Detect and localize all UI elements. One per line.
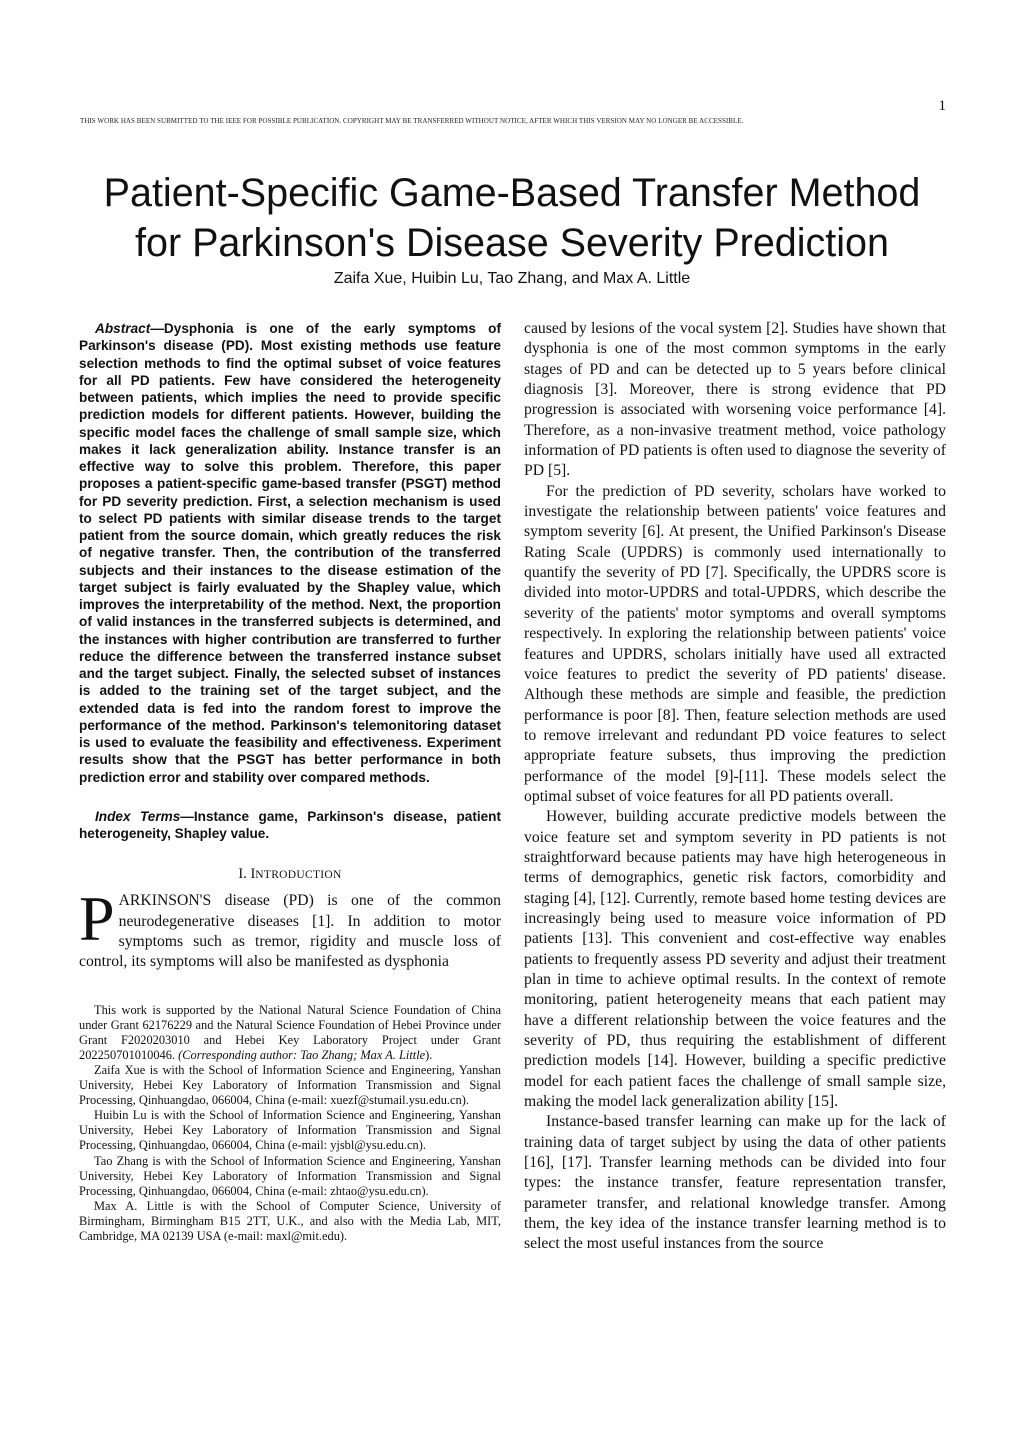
footnote-funding [79, 1003, 501, 1063]
intro-text: disease (PD) is one of the common neurodegenerative diseases [1]. In addition to motor symptoms such as tremor, rigidity and muscle loss of control, its symptoms will also be manifested as dysphonia [79, 892, 501, 971]
section-title: NTRODUCTION [255, 869, 342, 882]
body-paragraph-1: caused by lesions of the vocal system [2]. Studies have shown that dysphonia is one of the most common symptoms in the early stages of PD and can be detected up to 5 years before clinical diagnosis [3]. Moreover, there is strong evidence that PD progression is associated with worsening voice performance [4]. Therefore, as a non-invasive treatment method, voice pathology information of PD patients is often used to diagnose the severity of PD [5]. [524, 320, 946, 480]
index-terms-label: Index Terms [95, 808, 181, 824]
body-paragraph-2: For the prediction of PD severity, scholars have worked to investigate the relationship between patients' voice features and symptom severity [6]. At present, the Unified Parkinson's Disease Rating Scale (UPDRS) is commonly used internationally to quantify the severity of PD [7]. Specifically, the UPDRS score is divided into motor-UPDRS and total-UPDRS, which describe the severity of the patients' motor symptoms and overall symptoms respectively. In exploring the relationship between patients' voice features and UPDRS, scholars initially have used all extracted voice features to predict the severity of PD patients' disease. Although these methods are simple and feasible, the prediction performance is poor [8]. Then, feature selection methods are used to remove irrelevant and redundant PD voice features to select appropriate feature subsets, thus improving the prediction performance of the model [9]-[11]. These models select the optimal subset of voice features for all PD patients overall. [524, 482, 946, 805]
abstract-text: —Dysphonia is one of the early symptoms of Parkinson's disease (PD). Most existing methods use feature selection methods to find the optimal subset of voice features for all PD patients. Few have considered the heterogeneity between patients, which implies the need to provide specific prediction models for different patients. However, building the specific model faces the challenge of small sample size, which makes it lack generalization ability. Instance transfer is an effective way to solve this problem. Therefore, this paper proposes a patient-specific game-based transfer (PSGT) method for PD severity prediction. First, a selection mechanism is used to select PD patients with similar disease trends to the target patient from the source domain, which greatly reduces the risk of negative transfer. Then, the contribution of the transferred subjects and their instances to the disease estimation of the target subject is fairly evaluated by the Shapley value, which improves the interpretability of the method. Next, the proportion of valid instances in the transferred subjects is determined, and the instances with higher contribution are transferred to further reduce the difference between the transferred instance subset and the target subject. Finally, the selected subset of instances is added to the training set of the target subject, and the extended data is fed into the random forest to improve the performance of the method. Parkinson's telemonitoring dataset is used to evaluate the feasibility and effectiveness. Experiment results show that the PSGT has better performance in both prediction error and stability over compared methods. [79, 321, 501, 785]
index-terms-text: —Instance game, Parkinson's disease, patient heterogeneity, Shapley value. [79, 808, 502, 841]
index-terms [79, 808, 501, 843]
right-column [524, 319, 946, 1255]
abstract [79, 320, 501, 786]
intro-lead-caps: ARKINSON'S [118, 892, 212, 910]
footnote-affiliation-xue: Zaifa Xue is with the School of Information Science and Engineering, Yanshan University, Hebei Key Laboratory of Information Transmission and Signal Processing, Qinhuangdao, 066004, China (e-mail: xuezf@stumail.ysu.edu.cn). [79, 1063, 501, 1108]
abstract-label: Abstract [95, 321, 151, 336]
title-line-2: for Parkinson's Disease Severity Prediction [135, 221, 889, 265]
body-paragraph-3: However, building accurate predictive models between the voice feature set and symptom severity in PD patients is not straightforward because patients may have high heterogeneous in terms of demographics, genetic risk factors, comorbidity and staging [4], [12]. Currently, remote based home testing devices are increasingly being used to measure voice information of PD patients [13]. This convenient and cost-effective way enables patients to frequently assess PD severity and adjust their treatment plan in time to achieve optimal results. In the context of remote monitoring, patient heterogeneity means that each patient may have a different relationship between the voice features and the severity of PD, thus requiring the establishment of different prediction models [14]. However, building a specific predictive model for each patient faces the challenge of small sample size, making the model lack generalization ability [15]. [524, 808, 946, 1111]
footnote-affiliation-zhang: Tao Zhang is with the School of Information Science and Engineering, Yanshan University, Hebei Key Laboratory of Information Transmission and Signal Processing, Qinhuangdao, 066004, China (e-mail: zhtao@ysu.edu.cn). [79, 1153, 501, 1198]
title-line-1: Patient-Specific Game-Based Transfer Method [103, 171, 921, 215]
corresponding-end: ). [425, 1047, 433, 1062]
corresponding-author: (Corresponding author: Tao Zhang; Max A. Little [178, 1047, 426, 1062]
submission-notice: THIS WORK HAS BEEN SUBMITTED TO THE IEEE FOR POSSIBLE PUBLICATION. COPYRIGHT MAY BE TRANSFERRED WITHOUT NOTICE, AFTER WHICH THIS VERSION MAY NO LONGER BE ACCESSIBLE. [80, 117, 744, 125]
paper-title [60, 168, 964, 268]
footnote-affiliation-lu: Huibin Lu is with the School of Information Science and Engineering, Yanshan University, Hebei Key Laboratory of Information Transmission and Signal Processing, Qinhuangdao, 066004, China (e-mail: yjsbl@ysu.edu.cn). [79, 1108, 501, 1153]
drop-cap: P [79, 883, 115, 955]
funding-text: This work is supported by the National Natural Science Foundation of China under Grant 62176229 and the Natural Science Foundation of Hebei Province under Grant F2020203010 and Hebei Key Laboratory Project under Grant 202250701010046. [79, 1002, 501, 1062]
intro-paragraph [79, 883, 501, 972]
footnote-affiliation-little: Max A. Little is with the School of Computer Science, University of Birmingham, Birmingham B15 2TT, U.K., and also with the Media Lab, MIT, Cambridge, MA 02139 USA (e-mail: maxl@mit.edu). [79, 1198, 501, 1244]
author-list: Zaifa Xue, Huibin Lu, Tao Zhang, and Max A. Little [333, 270, 691, 287]
page-number: 1 [938, 98, 946, 114]
left-column [79, 320, 501, 1244]
section-number: I. I [238, 866, 256, 883]
section-heading-introduction [79, 866, 501, 883]
footnotes [79, 1003, 501, 1245]
body-paragraph-4: Instance-based transfer learning can make up for the lack of training data of target subject by using the data of other patients [16], [17]. Transfer learning methods can be divided into four types: the instance transfer, feature representation transfer, parameter transfer, and relational knowledge transfer. Among them, the key idea of the instance transfer learning method is to select the most useful instances from the source [524, 1113, 946, 1253]
